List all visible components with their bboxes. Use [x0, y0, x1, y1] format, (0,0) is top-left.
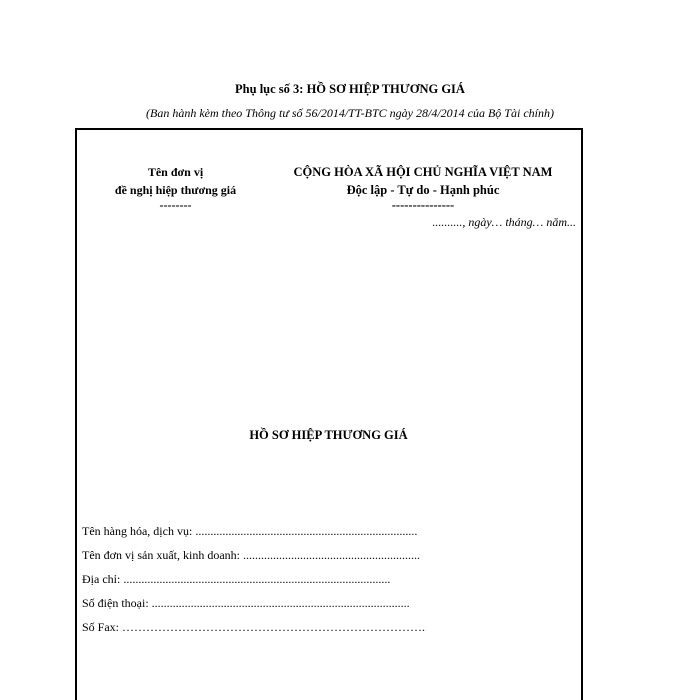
- document-title: HỒ SƠ HIỆP THƯƠNG GIÁ: [249, 428, 408, 442]
- field-label: Số Fax:: [82, 620, 120, 634]
- annex-label: Phụ lục số 3:: [235, 82, 304, 96]
- annex-name: HỒ SƠ HIỆP THƯƠNG GIÁ: [306, 82, 465, 96]
- nation-dashes: ---------------: [391, 198, 455, 212]
- annex-title: [0, 82, 700, 97]
- field-fill: ..........................................................................: [195, 524, 418, 538]
- field-address[interactable]: [82, 572, 390, 587]
- organization-block: [98, 163, 253, 211]
- field-label: Số điện thoại:: [82, 596, 149, 610]
- field-label: Tên hàng hóa, dịch vụ:: [82, 524, 193, 538]
- field-fill: ......................................................................................: [151, 596, 410, 610]
- document-frame: [75, 128, 583, 700]
- field-phone[interactable]: [82, 596, 410, 611]
- field-label: Địa chỉ:: [82, 572, 121, 586]
- field-goods-services[interactable]: [82, 524, 417, 539]
- field-fill: ...........................................................: [243, 548, 420, 562]
- field-fill: .........................................................................................: [123, 572, 391, 586]
- field-producer[interactable]: [82, 548, 420, 563]
- organization-line-2: đề nghị hiệp thương giá: [114, 183, 237, 197]
- nation-motto: Độc lập - Tự do - Hạnh phúc: [346, 183, 500, 197]
- date-line: .........., ngày… tháng… năm...: [432, 215, 576, 229]
- field-label: Tên đơn vị sản xuất, kinh doanh:: [82, 548, 240, 562]
- organization-dashes: --------: [159, 198, 192, 212]
- field-fax[interactable]: [82, 620, 425, 635]
- field-fill: ………………………………………………………………….: [122, 620, 426, 634]
- nation-block: [268, 163, 578, 211]
- organization-line-1: Tên đơn vị: [147, 165, 204, 179]
- annex-subtitle: (Ban hành kèm theo Thông tư số 56/2014/TT-BTC ngày 28/4/2014 của Bộ Tài chính): [146, 106, 554, 120]
- nation-name: CỘNG HÒA XÃ HỘI CHỦ NGHĨA VIỆT NAM: [293, 165, 553, 179]
